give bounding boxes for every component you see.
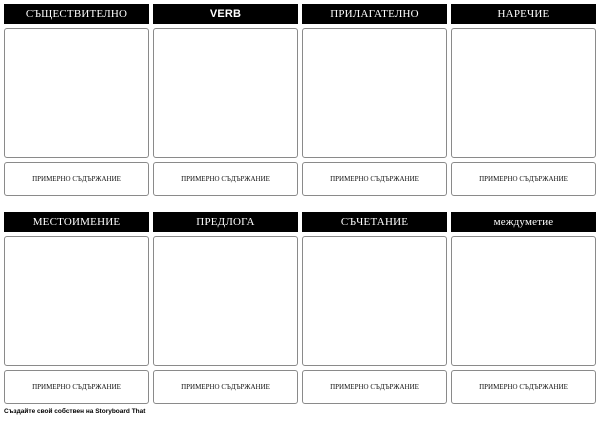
cell-title: НАРЕЧИЕ	[451, 4, 596, 24]
cell-picture-area[interactable]	[4, 28, 149, 158]
cell-caption[interactable]: ПРИМЕРНО СЪДЪРЖАНИЕ	[451, 162, 596, 196]
cell-caption[interactable]: ПРИМЕРНО СЪДЪРЖАНИЕ	[451, 370, 596, 404]
cell-caption[interactable]: ПРИМЕРНО СЪДЪРЖАНИЕ	[153, 162, 298, 196]
cell-picture-area[interactable]	[451, 28, 596, 158]
storyboard-cell-adjective	[302, 4, 447, 196]
storyboard-cell-verb	[153, 4, 298, 196]
cell-title: VERB	[153, 4, 298, 24]
cell-picture-area[interactable]	[4, 236, 149, 366]
cell-title: ПРЕДЛОГА	[153, 212, 298, 232]
cell-picture-area[interactable]	[153, 28, 298, 158]
cell-title: СЪЩЕСТВИТЕЛНО	[4, 4, 149, 24]
storyboard-cell-interjection	[451, 212, 596, 404]
storyboard-row-1	[4, 4, 597, 196]
cell-caption[interactable]: ПРИМЕРНО СЪДЪРЖАНИЕ	[302, 162, 447, 196]
cell-title: ПРИЛАГАТЕЛНО	[302, 4, 447, 24]
footer-credit[interactable]: Създайте свой собствен на Storyboard That	[4, 408, 146, 415]
storyboard-cell-preposition	[153, 212, 298, 404]
cell-picture-area[interactable]	[153, 236, 298, 366]
storyboard-cell-noun	[4, 4, 149, 196]
cell-picture-area[interactable]	[302, 236, 447, 366]
cell-title: МЕСТОИМЕНИЕ	[4, 212, 149, 232]
cell-caption[interactable]: ПРИМЕРНО СЪДЪРЖАНИЕ	[302, 370, 447, 404]
cell-picture-area[interactable]	[451, 236, 596, 366]
storyboard-cell-conjunction	[302, 212, 447, 404]
cell-caption[interactable]: ПРИМЕРНО СЪДЪРЖАНИЕ	[4, 370, 149, 404]
storyboard-cell-pronoun	[4, 212, 149, 404]
cell-picture-area[interactable]	[302, 28, 447, 158]
cell-caption[interactable]: ПРИМЕРНО СЪДЪРЖАНИЕ	[153, 370, 298, 404]
cell-caption[interactable]: ПРИМЕРНО СЪДЪРЖАНИЕ	[4, 162, 149, 196]
cell-title: СЪЧЕТАНИЕ	[302, 212, 447, 232]
storyboard-cell-adverb	[451, 4, 596, 196]
storyboard-row-2	[4, 212, 597, 404]
cell-title: междуметие	[451, 212, 596, 232]
